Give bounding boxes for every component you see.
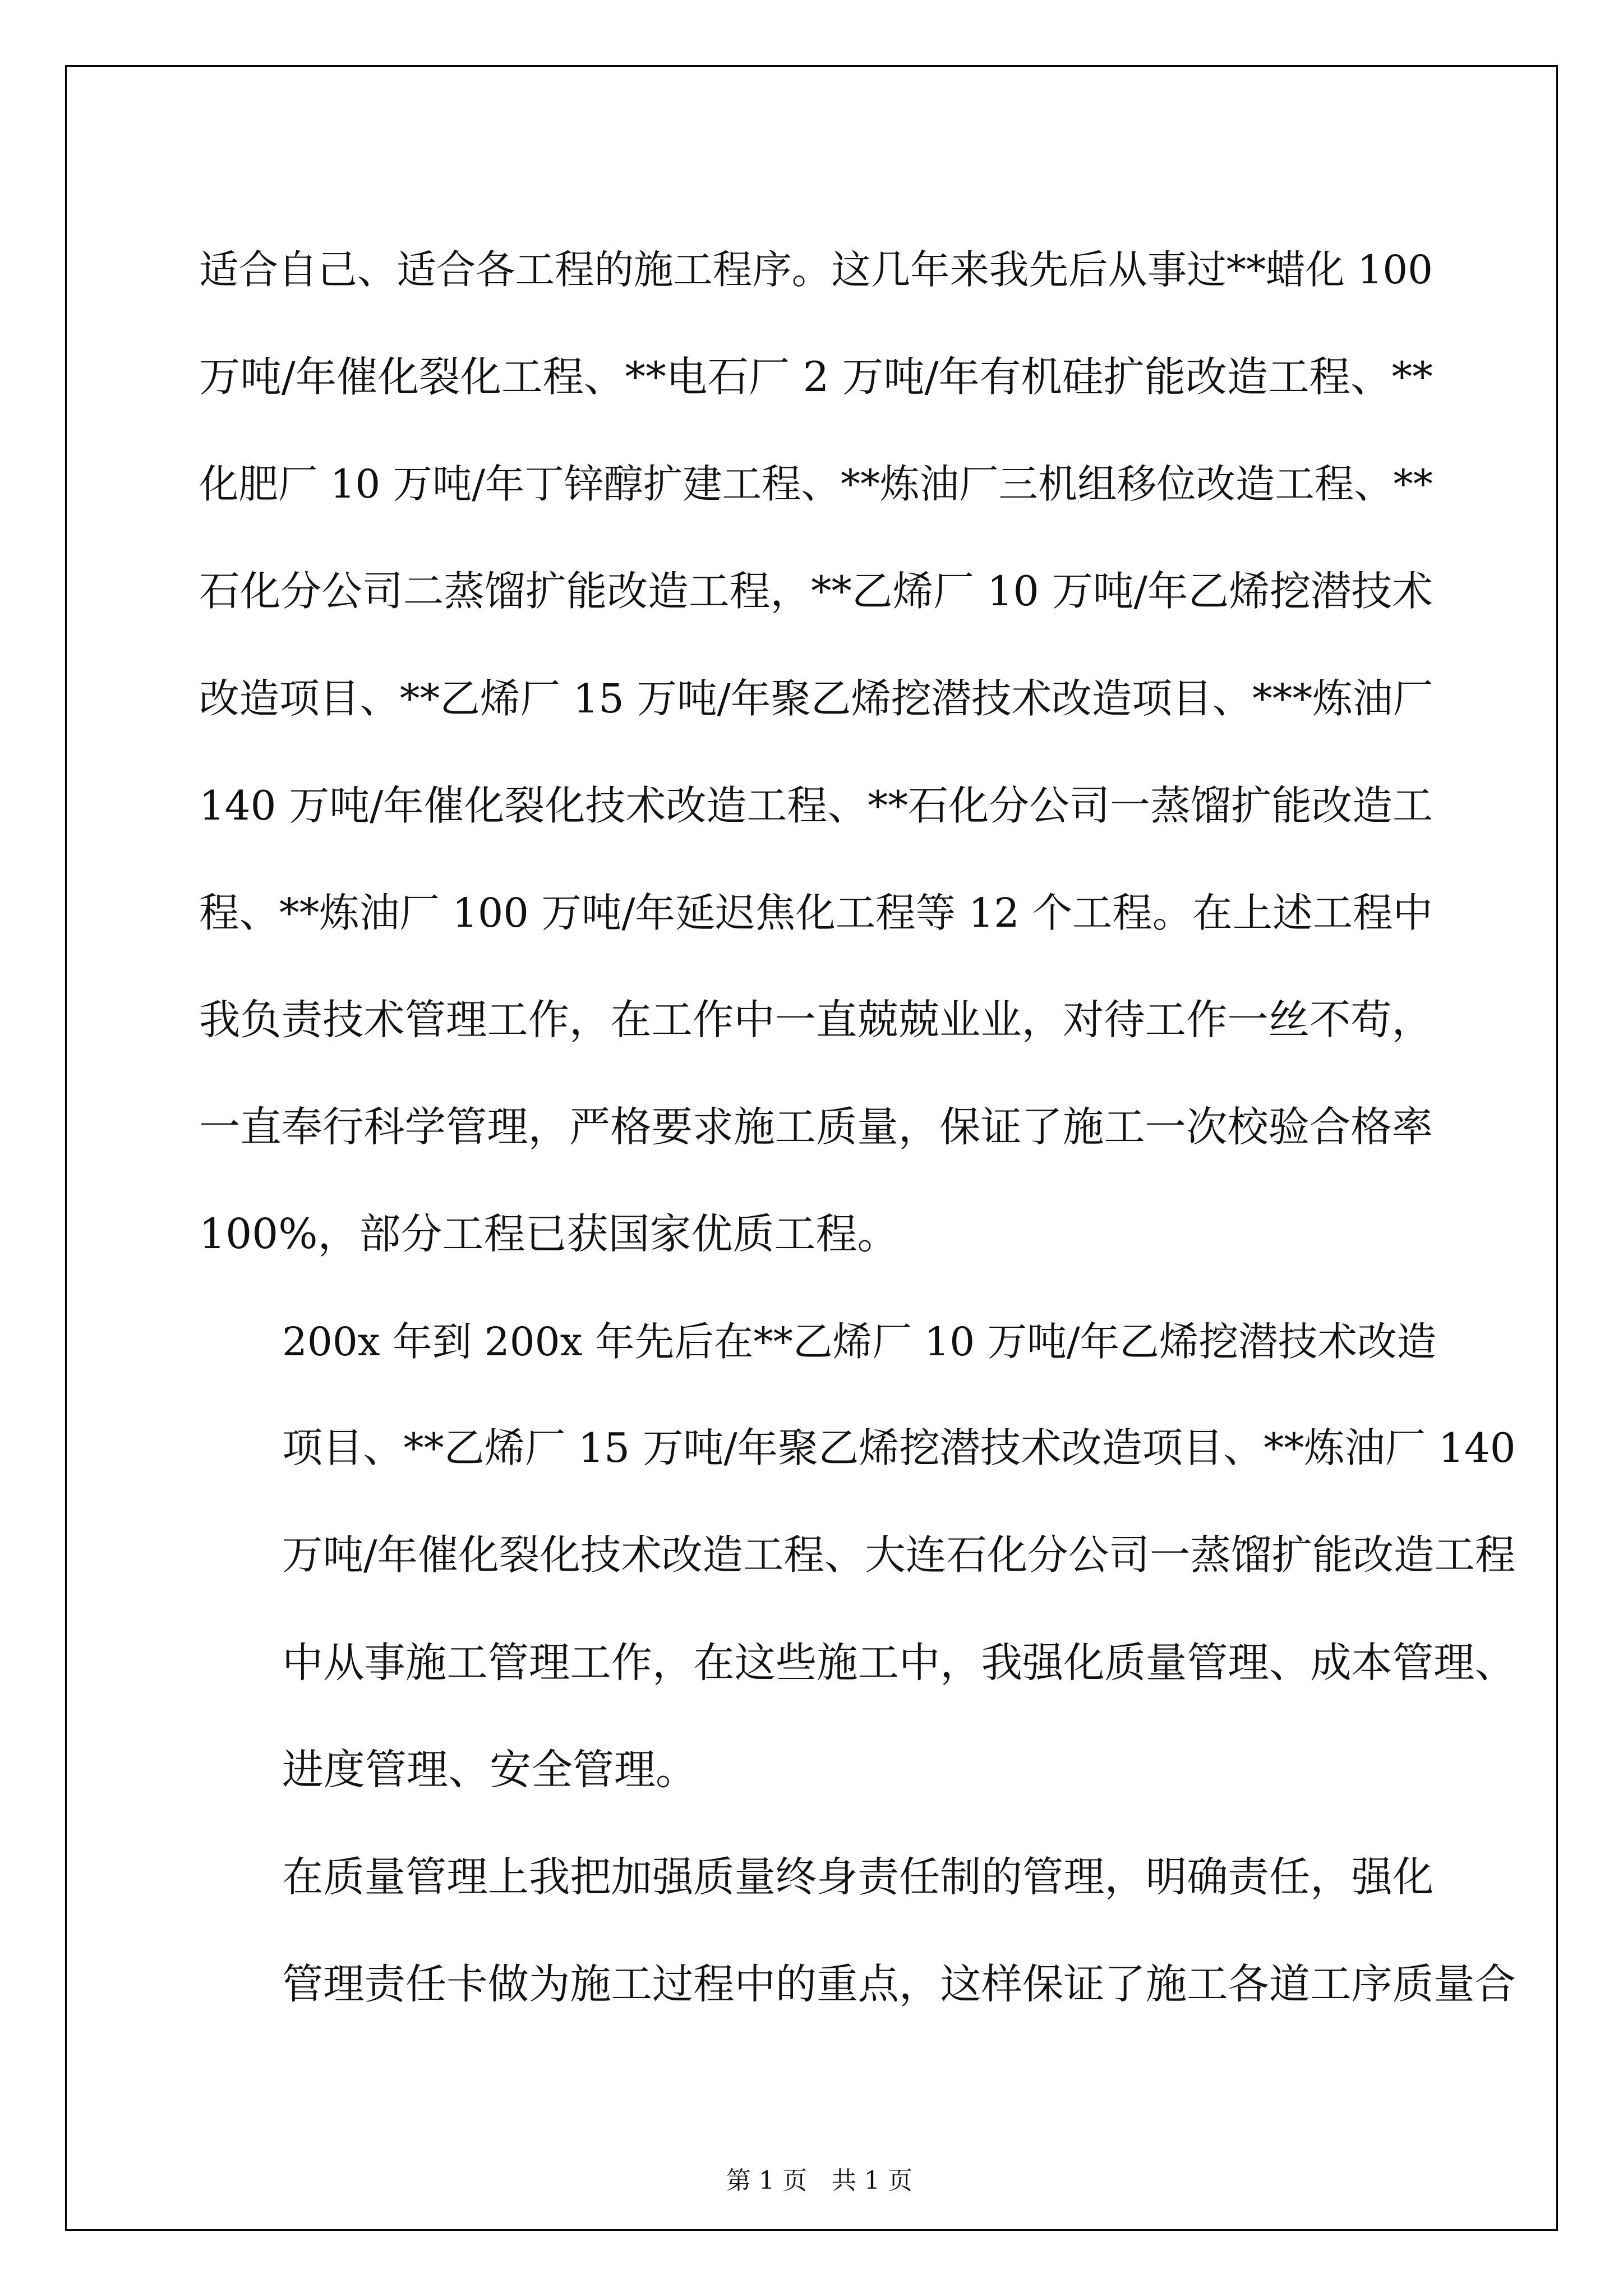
text-line: 项目、**乙烯厂 15 万吨/年聚乙烯挖潜技术改造项目、**炼油厂 140 [282, 1425, 1516, 1472]
text-line: 适合自己、适合各工程的施工程序。这几年来我先后从事过**蜡化 100 [199, 247, 1433, 293]
text-line: 100%，部分工程已获国家优质工程。 [199, 1210, 899, 1258]
text-line: 管理责任卡做为施工过程中的重点，这样保证了施工各道工序质量合 [282, 1961, 1516, 2008]
paragraph-2 [199, 1288, 1516, 1824]
text-line: 万吨/年催化裂化工程、**电石厂 2 万吨/年有机硅扩能改造工程、** [199, 353, 1433, 401]
document-body [199, 217, 1516, 2038]
text-line: 我负责技术管理工作，在工作中一直兢兢业业，对待工作一丝不苟， [199, 996, 1433, 1044]
text-line: 万吨/年催化裂化技术改造工程、大连石化分公司一蒸馏扩能改造工程 [282, 1532, 1516, 1579]
text-line: 一直奉行科学管理，严格要求施工质量，保证了施工一次校验合格率 [199, 1103, 1433, 1151]
text-line: 石化分公司二蒸馏扩能改造工程，**乙烯厂 10 万吨/年乙烯挖潜技术 [199, 568, 1433, 615]
paragraph-3 [199, 1824, 1516, 2038]
text-line: 进度管理、安全管理。 [282, 1746, 697, 1794]
page-number-label: 第 1 页 共 1 页 [726, 2166, 912, 2195]
text-line: 在质量管理上我把加强质量终身责任制的管理，明确责任，强化 [282, 1853, 1434, 1901]
text-line: 中从事施工管理工作，在这些施工中，我强化质量管理、成本管理、 [282, 1639, 1516, 1687]
text-line: 140 万吨/年催化裂化技术改造工程、**石化分公司一蒸馏扩能改造工 [199, 782, 1433, 829]
page-footer [0, 2132, 1623, 2196]
text-line: 程、**炼油厂 100 万吨/年延迟焦化工程等 12 个工程。在上述工程中 [199, 890, 1433, 936]
text-line: 改造项目、**乙烯厂 15 万吨/年聚乙烯挖潜技术改造项目、***炼油厂 [199, 675, 1433, 722]
text-line: 化肥厂 10 万吨/年丁锌醇扩建工程、**炼油厂三机组移位改造工程、** [199, 461, 1433, 507]
paragraph-1 [199, 217, 1433, 1288]
text-line: 200x 年到 200x 年先后在**乙烯厂 10 万吨/年乙烯挖潜技术改造 [282, 1318, 1437, 1365]
